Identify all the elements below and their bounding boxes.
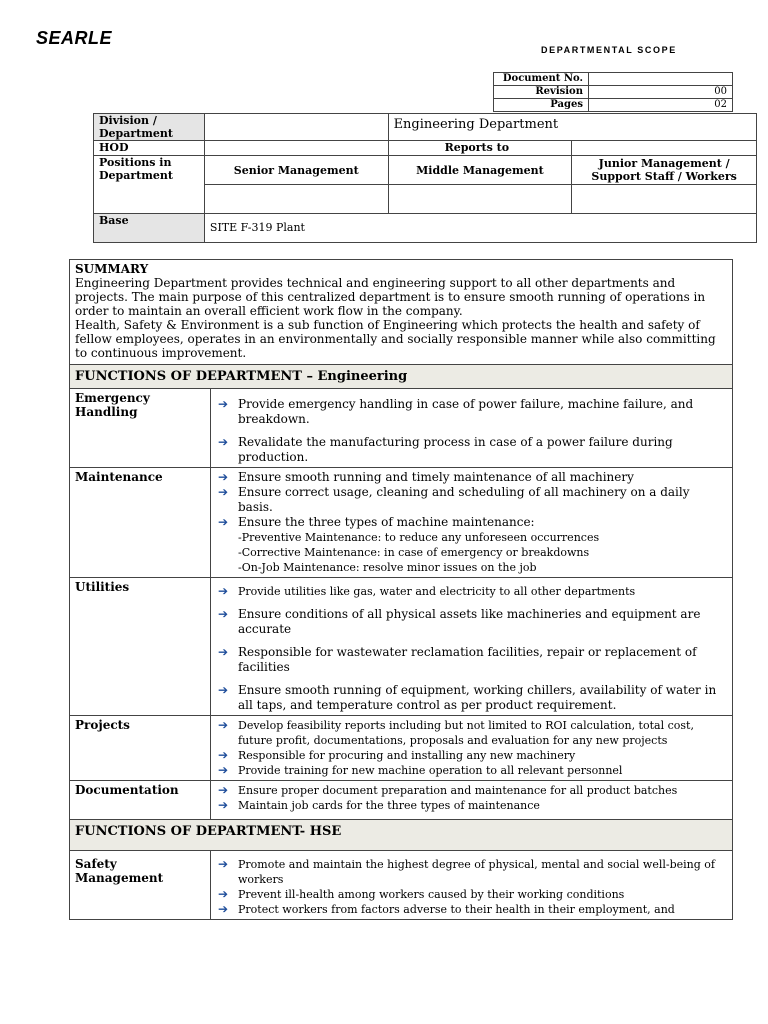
hse-section-row [70, 820, 733, 851]
emergency-row [70, 389, 733, 468]
arrow-right-icon: ➔ [218, 887, 229, 901]
company-logo: SEARLE [36, 28, 113, 48]
department-header-table [93, 113, 757, 243]
division-value: Engineering Department [388, 114, 756, 141]
arrow-right-icon: ➔ [218, 718, 229, 732]
pages-value: 02 [589, 99, 733, 112]
list-item: ➔ Protect workers from factors adverse to their health in their employment, and [218, 902, 675, 916]
arrow-right-icon: ➔ [218, 584, 229, 598]
arrow-right-icon: ➔ [218, 485, 229, 499]
list-item: ➔ Develop feasibility reports including but not limited to ROI calculation, total cost, future profit, documentations, proposals and evaluation for any new projects [218, 718, 694, 747]
summary-title: SUMMARY [75, 262, 149, 276]
arrow-right-icon: ➔ [218, 435, 229, 449]
list-item: ➔ Ensure correct usage, cleaning and scheduling of all machinery on a daily basis. [218, 485, 690, 514]
pages-row [494, 99, 733, 112]
arrow-right-icon: ➔ [218, 902, 229, 916]
emergency-label: Emergency Handling [70, 389, 211, 468]
base-row [94, 214, 757, 243]
junior-management-value [572, 185, 757, 214]
safety-label: Safety Management [70, 851, 211, 920]
list-item: ➔ Provide utilities like gas, water and electricity to all other departments [218, 584, 636, 598]
maintenance-row [70, 468, 733, 578]
maintenance-subitem: -Corrective Maintenance: in case of emergency or breakdowns [238, 546, 590, 559]
engineering-section-row [70, 365, 733, 389]
documentation-row [70, 781, 733, 820]
list-item: ➔ Promote and maintain the highest degree of physical, mental and social well-being of workers [218, 857, 715, 886]
senior-management-value [204, 185, 388, 214]
arrow-right-icon: ➔ [218, 783, 229, 797]
arrow-right-icon: ➔ [218, 397, 229, 411]
document-info-table [493, 72, 733, 112]
list-item: ➔ Provide emergency handling in case of power failure, machine failure, and breakdown. [218, 397, 694, 426]
positions-row [94, 156, 757, 185]
list-item: ➔ Revalidate the manufacturing process in case of a power failure during production. [218, 435, 673, 464]
revision-value: 00 [589, 86, 733, 99]
base-value: SITE F-319 Plant [204, 214, 756, 243]
list-item: ➔ Ensure smooth running of equipment, working chillers, availability of water in all taps, and temperature control as per product requirement. [218, 683, 717, 712]
list-item: ➔ Ensure smooth running and timely maintenance of all machinery [218, 470, 634, 484]
documentation-label: Documentation [70, 781, 211, 820]
junior-management-header: Junior Management / Support Staff / Workers [572, 156, 757, 185]
arrow-right-icon: ➔ [218, 763, 229, 777]
utilities-label: Utilities [70, 578, 211, 716]
doc-number-value [589, 73, 733, 86]
safety-row [70, 851, 733, 920]
list-item: ➔ Ensure proper document preparation and maintenance for all product batches [218, 783, 678, 797]
division-label: Division / Department [94, 114, 205, 141]
utilities-row [70, 578, 733, 716]
maintenance-subitem: -Preventive Maintenance: to reduce any unforeseen occurrences [238, 531, 600, 544]
doc-number-label: Document No. [494, 73, 589, 86]
projects-label: Projects [70, 716, 211, 781]
summary-row [70, 260, 733, 365]
list-item: ➔ Prevent ill-health among workers caused by their working conditions [218, 887, 625, 901]
revision-label: Revision [494, 86, 589, 99]
reports-to-label: Reports to [388, 141, 572, 156]
list-item: ➔ Responsible for procuring and installing any new machinery [218, 748, 576, 762]
middle-management-header: Middle Management [388, 156, 572, 185]
arrow-right-icon: ➔ [218, 857, 229, 871]
hod-label: HOD [94, 141, 205, 156]
summary-paragraph-2: Health, Safety & Environment is a sub function of Engineering which protects the health and safety of fellow employees, operates in an environmentally and socially responsible manner while also committing to continuous improvement. [75, 318, 716, 360]
arrow-right-icon: ➔ [218, 683, 229, 697]
arrow-right-icon: ➔ [218, 607, 229, 621]
revision-row [494, 86, 733, 99]
positions-label: Positions in Department [94, 156, 205, 214]
middle-management-value [388, 185, 572, 214]
division-row [94, 114, 757, 141]
arrow-right-icon: ➔ [218, 645, 229, 659]
pages-label: Pages [494, 99, 589, 112]
hse-section-title: FUNCTIONS OF DEPARTMENT- HSE [70, 820, 733, 851]
hod-row [94, 141, 757, 156]
document-title: DEPARTMENTAL SCOPE [541, 45, 677, 55]
list-item: ➔ Maintain job cards for the three types of maintenance [218, 798, 540, 812]
arrow-right-icon: ➔ [218, 798, 229, 812]
engineering-section-title: FUNCTIONS OF DEPARTMENT – Engineering [70, 365, 733, 389]
reports-to-value [572, 141, 757, 156]
projects-row [70, 716, 733, 781]
list-item: ➔ Provide training for new machine operation to all relevant personnel [218, 763, 623, 777]
senior-management-header: Senior Management [204, 156, 388, 185]
maintenance-subitem: -On-Job Maintenance: resolve minor issues on the job [238, 561, 537, 574]
summary-paragraph-1: Engineering Department provides technical and engineering support to all other departments and projects. The main purpose of this centralized department is to ensure smooth running of operations in order to maintain an overall efficient work flow in the company. [75, 276, 706, 318]
base-label: Base [94, 214, 205, 243]
arrow-right-icon: ➔ [218, 470, 229, 484]
arrow-right-icon: ➔ [218, 748, 229, 762]
hod-value [204, 141, 388, 156]
list-item: ➔ Ensure the three types of machine maintenance: [218, 515, 535, 529]
list-item: ➔ Ensure conditions of all physical assets like machineries and equipment are accurate [218, 607, 701, 636]
doc-number-row [494, 73, 733, 86]
list-item: ➔ Responsible for wastewater reclamation facilities, repair or replacement of facilities [218, 645, 697, 674]
maintenance-label: Maintenance [70, 468, 211, 578]
arrow-right-icon: ➔ [218, 515, 229, 529]
functions-table [69, 259, 733, 920]
